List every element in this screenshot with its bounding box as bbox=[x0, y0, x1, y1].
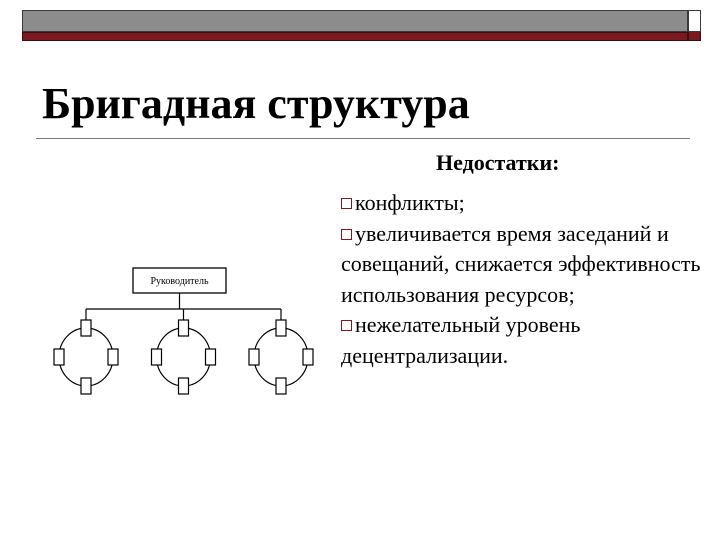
team-member-box bbox=[276, 320, 286, 336]
list-item-text: увеличивается время заседаний и совещаний, снижается эффективность использования ресурсов; bbox=[341, 220, 701, 307]
team-member-box bbox=[54, 349, 64, 365]
list-item-text: нежелательный уровень децентрализации. bbox=[341, 312, 581, 368]
team-member-box bbox=[81, 378, 91, 394]
team-member-box bbox=[179, 378, 189, 394]
team-member-box bbox=[108, 349, 118, 365]
team-member-box bbox=[303, 349, 313, 365]
team-member-box bbox=[179, 320, 189, 336]
team-member-box bbox=[206, 349, 216, 365]
team-member-box bbox=[152, 349, 162, 365]
team-member-box bbox=[81, 320, 91, 336]
team-ring bbox=[157, 328, 211, 386]
list-item-text: конфликты; bbox=[355, 190, 465, 215]
teams-group bbox=[54, 309, 313, 394]
team-member-box bbox=[276, 378, 286, 394]
slide-title: Бригадная структура bbox=[42, 79, 470, 128]
team-ring bbox=[59, 328, 113, 386]
disadvantages-heading: Недостатки: bbox=[436, 150, 560, 175]
team-member-box bbox=[249, 349, 259, 365]
manager-label: Руководитель bbox=[150, 276, 209, 287]
team-ring bbox=[254, 328, 308, 386]
